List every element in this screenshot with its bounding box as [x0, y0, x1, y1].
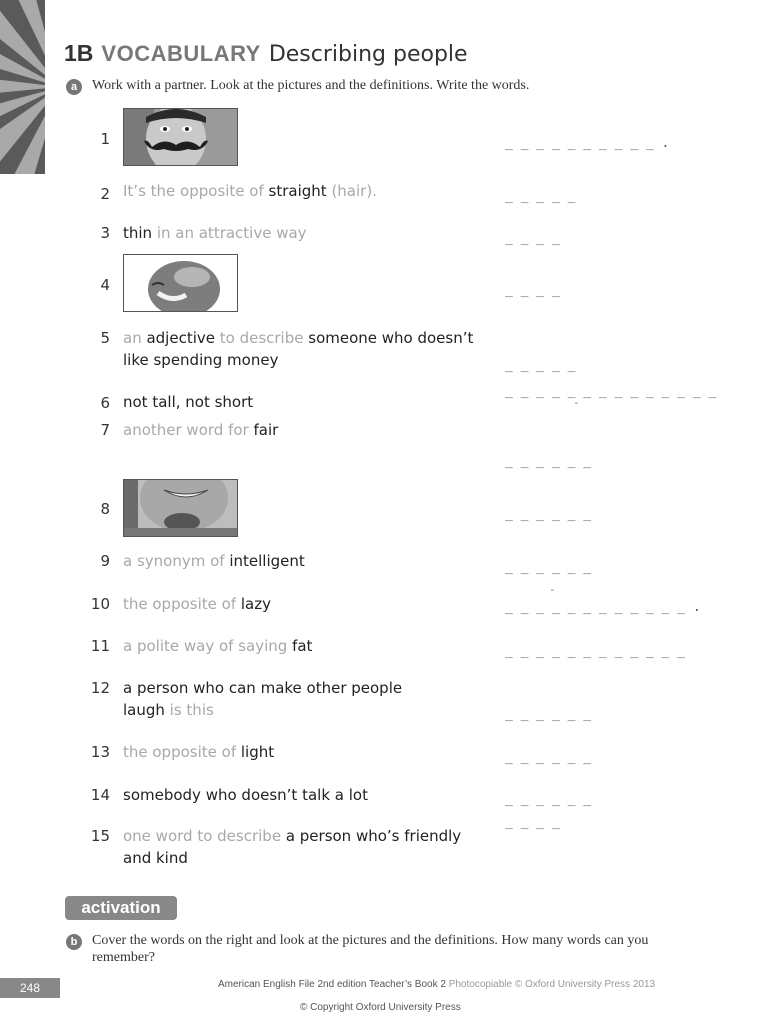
answer-blank[interactable]: _ _ _ _ _ [505, 358, 576, 373]
item-clue [123, 391, 253, 413]
clue-text: It’s the opposite of [123, 182, 269, 200]
footer-credit [218, 979, 655, 990]
answer-blank[interactable]: _ _ _ _ _ _ _ _ _ _ _ _ [505, 644, 686, 659]
clue-text: is this [164, 701, 214, 719]
exercise-a-instruction: Work with a partner. Look at the pictures and the definitions. Write the words. [92, 78, 530, 93]
clue-text: fat [292, 637, 313, 655]
hyphen-mark: - [573, 396, 580, 409]
answer-blank[interactable]: _ _ _ _ [505, 231, 560, 246]
item-clue [123, 677, 423, 721]
answer-blank[interactable]: _ _ _ _ _ _ [505, 750, 592, 765]
clue-text: to describe [214, 329, 309, 347]
topic-title: Describing people [268, 42, 468, 67]
exercise-b-badge: b [66, 934, 82, 950]
clue-text: someone who doesn’t like spending money [123, 329, 474, 369]
answer-blank[interactable]: _ _ _ _ _ _ [505, 707, 592, 722]
item-number: 7 [100, 421, 110, 439]
clue-text: straight [268, 182, 327, 200]
item-number: 9 [100, 552, 110, 570]
page-number: 248 [0, 978, 60, 998]
item-number: 15 [90, 827, 110, 845]
item-clue [123, 635, 312, 657]
picture-moustache [123, 108, 238, 166]
item-clue [123, 222, 307, 244]
footer-book: American English File 2nd edition Teacher’s Book 2 [218, 979, 449, 990]
clue-text: in an attractive way [152, 224, 307, 242]
clue-text: intelligent [229, 552, 305, 570]
page-title [64, 40, 468, 67]
answer-blank[interactable]: _ _ _ _ _ _ [505, 507, 592, 522]
answer-blank[interactable]: _ _ _ _ _ _ _ _ _ _ . [505, 136, 670, 151]
item-number: 1 [100, 130, 110, 148]
item-clue [123, 550, 305, 572]
item-clue [123, 180, 377, 202]
item-clue [123, 825, 483, 869]
clue-text: fair [253, 421, 279, 439]
activation-label: activation [65, 896, 177, 920]
item-clue [123, 327, 493, 371]
unit-code: 1B [64, 40, 94, 66]
item-clue [123, 784, 368, 806]
item-number: 8 [100, 500, 110, 518]
clue-text: adjective [146, 329, 215, 347]
item-number: 4 [100, 276, 110, 294]
copyright-line: © Copyright Oxford University Press [300, 1002, 461, 1013]
answer-blank[interactable]: _ _ _ _ _ [505, 189, 576, 204]
picture-smiling-man [123, 479, 238, 537]
item-number: 13 [90, 743, 110, 761]
item-number: 10 [90, 595, 110, 613]
answer-blank[interactable]: _ _ _ _ [505, 283, 560, 298]
clue-text: one word to describe [123, 827, 286, 845]
answer-blank[interactable]: _ _ _ _ _ _ [505, 792, 592, 807]
clue-text: thin [123, 224, 153, 242]
clue-text: another word for [123, 421, 254, 439]
clue-text: not tall, not short [123, 393, 254, 411]
section-label: VOCABULARY [101, 41, 261, 66]
item-clue [123, 741, 274, 763]
clue-text: somebody who doesn’t talk a lot [123, 786, 368, 804]
picture-bald-man [123, 254, 238, 312]
item-number: 2 [100, 185, 110, 203]
exercise-a-badge: a [66, 79, 82, 95]
clue-text: the opposite of [123, 595, 241, 613]
item-clue [123, 593, 271, 615]
answer-blank[interactable]: _ _ _ _ _ _ [505, 454, 592, 469]
item-number: 12 [90, 679, 110, 697]
answer-blank[interactable]: _ _ _ _ [505, 815, 560, 830]
clue-text: an [123, 329, 147, 347]
item-number: 3 [100, 224, 110, 242]
answer-blank[interactable]: _ _ _ _ _ _ [505, 560, 592, 575]
answer-blank[interactable]: _ _ _ _ _ _ _ _ _ _ _ _ _ _ [505, 384, 717, 399]
item-number: 6 [100, 394, 110, 412]
sunburst-decoration [0, 0, 45, 174]
clue-text: a person who can make other people laugh [123, 679, 403, 719]
item-clue [123, 419, 278, 441]
clue-text: (hair). [326, 182, 377, 200]
item-number: 5 [100, 329, 110, 347]
hyphen-mark: - [549, 583, 556, 596]
clue-text: a polite way of saying [123, 637, 293, 655]
clue-text: a person who’s friendly and kind [123, 827, 462, 867]
footer-rights: Photocopiable © Oxford University Press 2013 [448, 979, 656, 990]
clue-text: light [240, 743, 275, 761]
clue-text: the opposite of [123, 743, 241, 761]
exercise-b-instruction: Cover the words on the right and look at the pictures and the definitions. How many words can you remember? [92, 933, 649, 965]
answer-blank[interactable]: _ _ _ _ _ _ _ _ _ _ _ _ . [505, 600, 701, 615]
clue-text: a synonym of [123, 552, 230, 570]
item-number: 14 [90, 786, 110, 804]
item-number: 11 [90, 637, 110, 655]
clue-text: lazy [240, 595, 271, 613]
